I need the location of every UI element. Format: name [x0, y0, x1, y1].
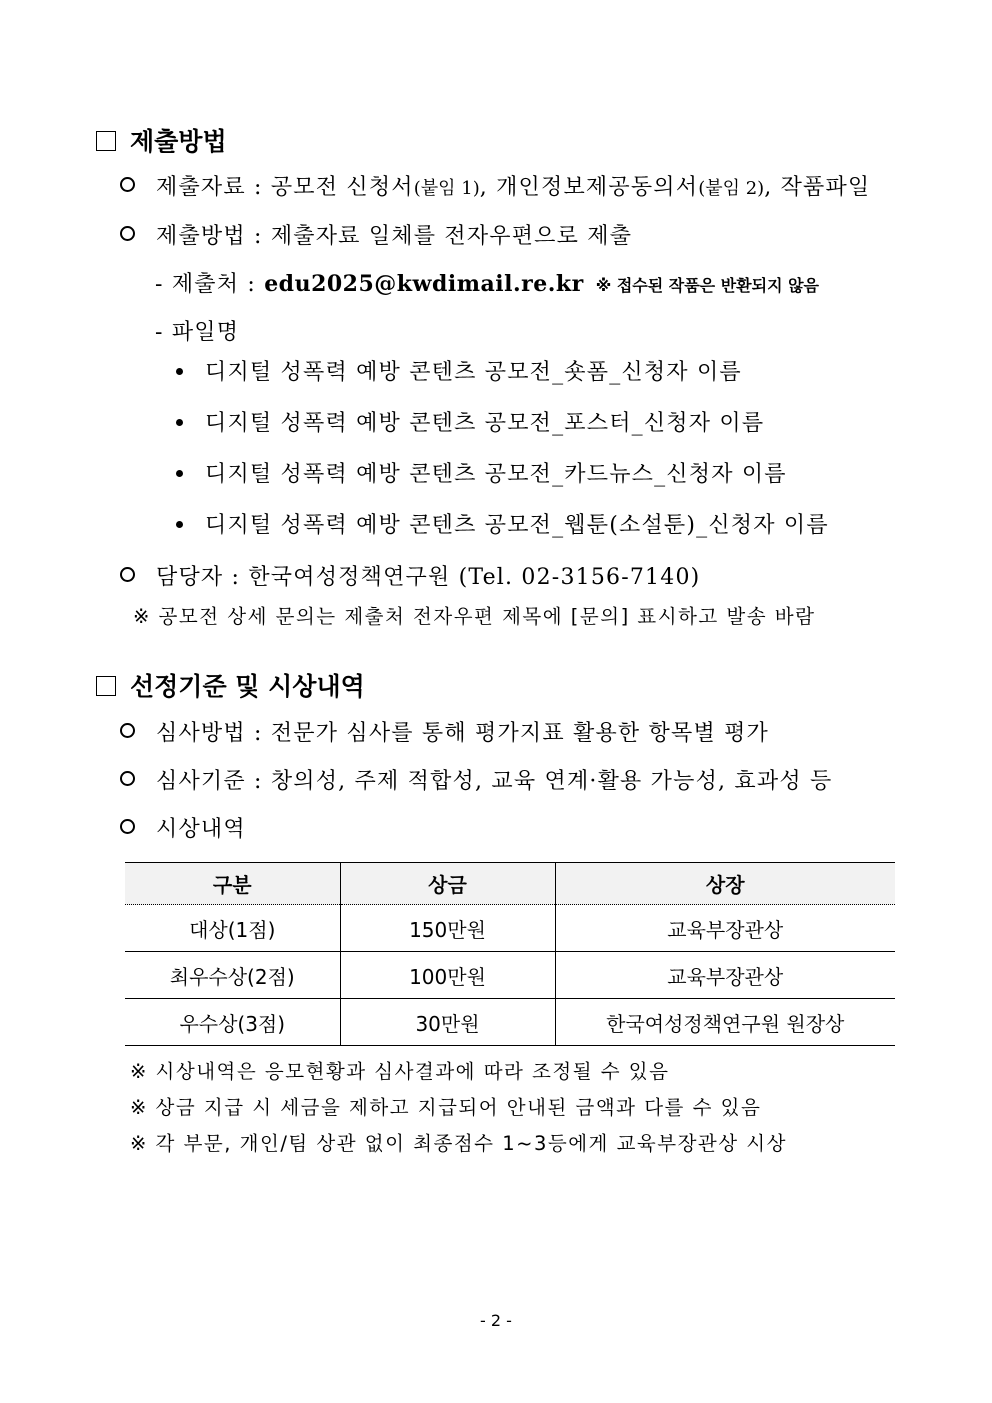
- section-title-selection: [96, 667, 365, 703]
- filename-item-cardnews: 디지털 성폭력 예방 콘텐츠 공모전_카드뉴스_신청자 이름: [205, 462, 787, 487]
- circle-bullet-icon: [120, 723, 135, 738]
- circle-bullet-icon: [120, 226, 135, 241]
- list-item: [176, 355, 742, 386]
- list-item: [176, 457, 787, 488]
- filename-item-webtoon: 디지털 성폭력 예방 콘텐츠 공모전_웹툰(소설툰)_신청자 이름: [205, 513, 829, 538]
- item-awards: [120, 812, 246, 843]
- section-title-submission: [96, 122, 227, 158]
- item-review-method: [120, 716, 769, 747]
- materials-text2: , 개인정보제공동의서: [479, 175, 699, 200]
- item-review-criteria: [120, 764, 832, 795]
- header-certificate: 상장: [555, 863, 895, 905]
- materials-attachment2: (붙임 2): [698, 178, 765, 199]
- review-method-text: 전문가 심사를 통해 평가지표 활용한 항목별 평가: [270, 721, 770, 746]
- materials-text1: 공모전 신청서: [270, 175, 414, 200]
- awards-note-2: ※ 상금 지급 시 세금을 제하고 지급되어 안내된 금액과 다를 수 있음: [130, 1096, 762, 1119]
- awards-label: 시상내역: [156, 817, 246, 842]
- materials-label: 제출자료 :: [156, 175, 271, 200]
- destination-label: - 제출처 :: [155, 272, 265, 297]
- bullet-dot-icon: [176, 368, 183, 375]
- item-contact: [120, 560, 700, 591]
- cell-category: 최우수상(2점): [125, 952, 340, 999]
- item-method: [120, 219, 632, 250]
- checkbox-square-icon: [96, 676, 116, 696]
- materials-attachment1: (붙임 1): [413, 178, 480, 199]
- table-row: [125, 952, 895, 999]
- bullet-dot-icon: [176, 419, 183, 426]
- method-text: 제출자료 일체를 전자우편으로 제출: [270, 224, 633, 249]
- circle-bullet-icon: [120, 819, 135, 834]
- materials-text3: , 작품파일: [764, 175, 871, 200]
- circle-bullet-icon: [120, 567, 135, 582]
- list-item: [176, 406, 764, 437]
- item-filename: [155, 315, 239, 346]
- review-method-label: 심사방법 :: [156, 721, 271, 746]
- circle-bullet-icon: [120, 177, 135, 192]
- awards-note-3: ※ 각 부문, 개인/팀 상관 없이 최종점수 1~3등에게 교육부장관상 시상: [130, 1132, 787, 1155]
- section-title-text: 선정기준 및 시상내역: [130, 672, 365, 701]
- bullet-dot-icon: [176, 470, 183, 477]
- cell-certificate: 교육부장관상: [555, 952, 895, 999]
- table-row: [125, 905, 895, 952]
- method-label: 제출방법 :: [156, 224, 271, 249]
- header-prize: 상금: [340, 863, 555, 905]
- awards-note-1: ※ 시상내역은 응모현황과 심사결과에 따라 조정될 수 있음: [130, 1060, 670, 1083]
- cell-category: 우수상(3점): [125, 999, 340, 1046]
- contact-text: 한국여성정책연구원 (Tel. 02-3156-7140): [248, 565, 701, 590]
- cell-certificate: 한국여성정책연구원 원장상: [555, 999, 895, 1046]
- section-title-text: 제출방법: [130, 127, 227, 156]
- awards-table: [125, 862, 895, 1046]
- destination-notice: ※ 접수된 작품은 반환되지 않음: [595, 276, 820, 295]
- checkbox-square-icon: [96, 131, 116, 151]
- review-criteria-label: 심사기준 :: [156, 769, 271, 794]
- contact-label: 담당자 :: [156, 565, 249, 590]
- cell-prize: 150만원: [340, 905, 555, 952]
- filename-label: - 파일명: [155, 320, 240, 345]
- table-row: [125, 999, 895, 1046]
- list-item: [176, 508, 829, 539]
- table-header-row: [125, 863, 895, 905]
- cell-prize: 100만원: [340, 952, 555, 999]
- header-category: 구분: [125, 863, 340, 905]
- filename-item-shortform: 디지털 성폭력 예방 콘텐츠 공모전_숏폼_신청자 이름: [205, 360, 742, 385]
- bullet-dot-icon: [176, 521, 183, 528]
- cell-certificate: 교육부장관상: [555, 905, 895, 952]
- cell-category: 대상(1점): [125, 905, 340, 952]
- item-materials: [120, 170, 870, 201]
- circle-bullet-icon: [120, 771, 135, 786]
- cell-prize: 30만원: [340, 999, 555, 1046]
- page-number: - 2 -: [480, 1311, 512, 1330]
- review-criteria-text: 창의성, 주제 적합성, 교육 연계·활용 가능성, 효과성 등: [270, 769, 833, 794]
- item-destination: [155, 267, 819, 298]
- destination-email[interactable]: edu2025@kwdimail.re.kr: [264, 271, 584, 297]
- submission-note: ※ 공모전 상세 문의는 제출처 전자우편 제목에 [문의] 표시하고 발송 바람: [133, 605, 816, 628]
- filename-item-poster: 디지털 성폭력 예방 콘텐츠 공모전_포스터_신청자 이름: [205, 411, 765, 436]
